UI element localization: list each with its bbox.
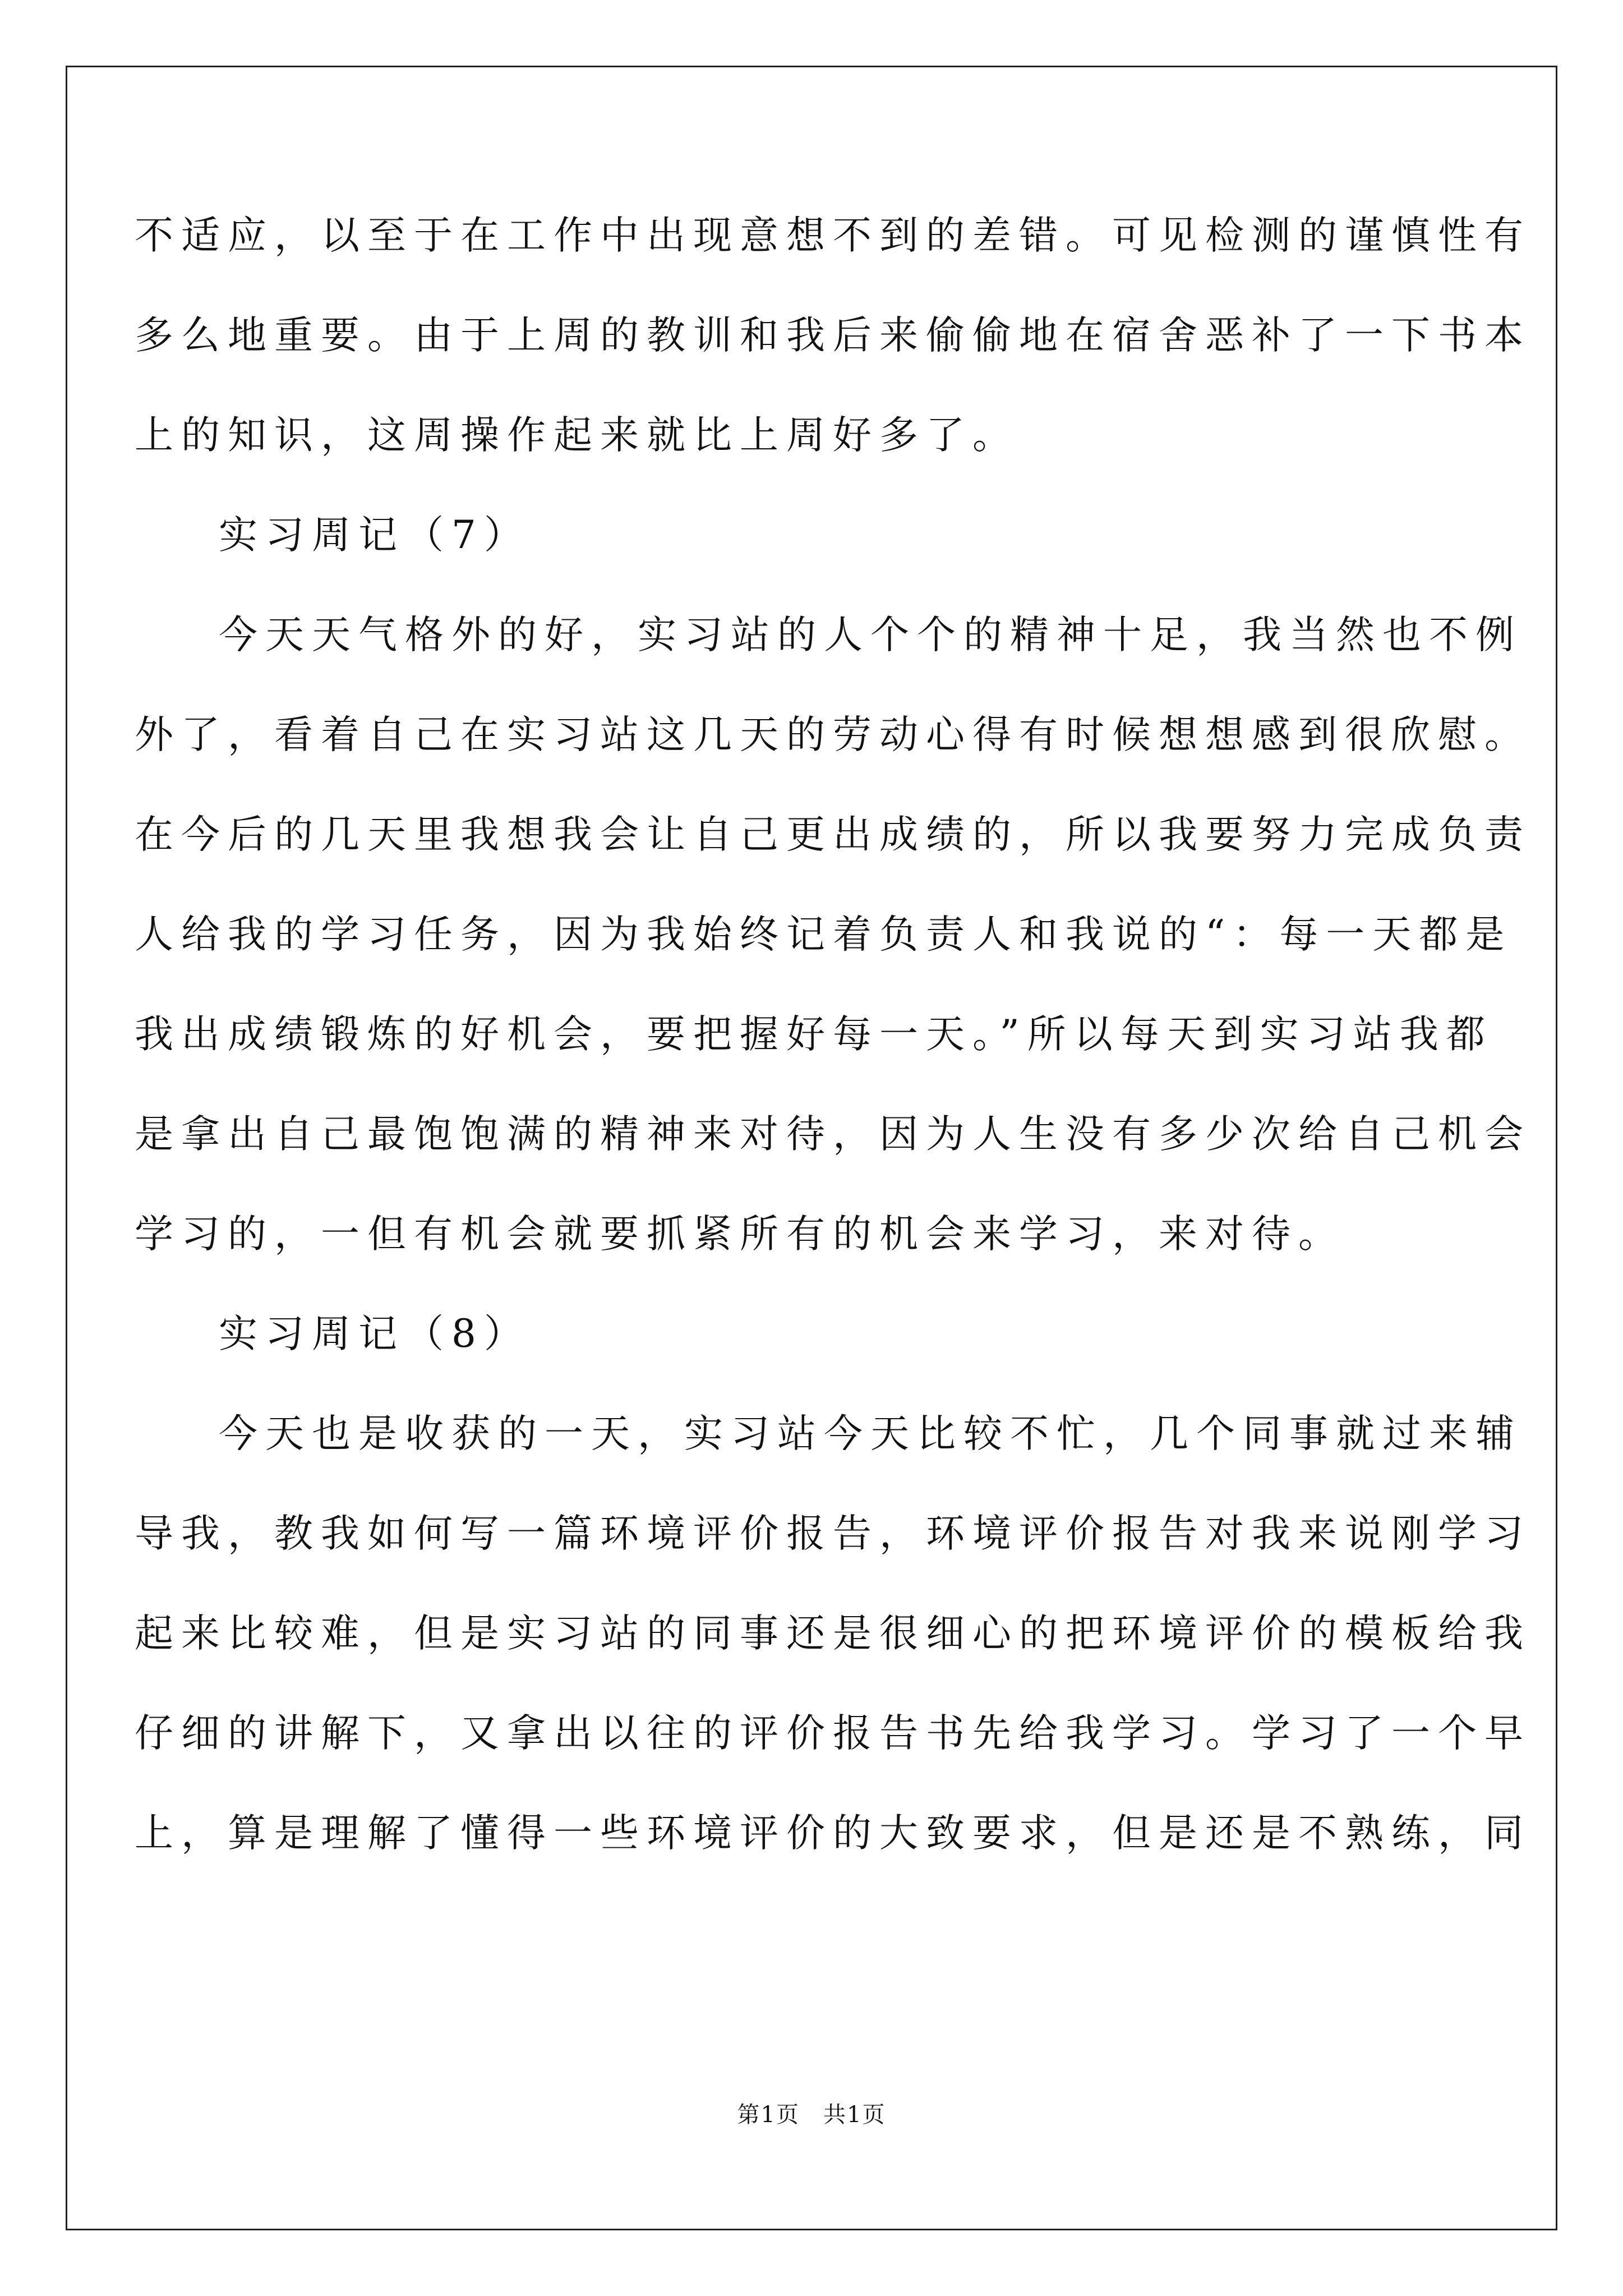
text-line: 起来比较难，但是实习站的同事还是很细心的把环境评价的模板给我 [135, 1611, 1531, 1656]
text-line: 仔细的讲解下，又拿出以往的评价报告书先给我学习。学习了一个早 [135, 1711, 1531, 1756]
text-line: 导我，教我如何写一篇环境评价报告，环境评价报告对我来说刚学习 [135, 1511, 1531, 1556]
text-line: 人给我的学习任务，因为我始终记着负责人和我说的“：每一天都是 [135, 912, 1513, 957]
paragraph-start-line: 今天也是收获的一天，实习站今天比较不忙，几个同事就过来辅 [219, 1411, 1522, 1456]
page-footer: 第1页 共1页 [737, 2102, 886, 2128]
text-line: 外了，看着自己在实习站这几天的劳动心得有时候想想感到很欣慰。 [135, 712, 1531, 757]
text-line: 我出成绩锻炼的好机会，要把握好每一天。”所以每天到实习站我都 [135, 1012, 1493, 1057]
text-line: 不适应，以至于在工作中出现意想不到的差错。可见检测的谨慎性有 [135, 213, 1531, 258]
text-line: 上，算是理解了懂得一些环境评价的大致要求，但是还是不熟练，同 [135, 1811, 1531, 1856]
paragraph-start-line: 今天天气格外的好，实习站的人个个的精神十足，我当然也不例 [219, 613, 1522, 657]
section-heading-week-8: 实习周记（8） [219, 1312, 531, 1356]
text-line: 是拿出自己最饱饱满的精神来对待，因为人生没有多少次给自己机会 [135, 1112, 1531, 1157]
document-body [135, 208, 1531, 1905]
section-heading-week-7: 实习周记（7） [219, 513, 531, 558]
text-line: 在今后的几天里我想我会让自己更出成绩的，所以我要努力完成负责 [135, 812, 1531, 857]
text-line: 多么地重要。由于上周的教训和我后来偷偷地在宿舍恶补了一下书本 [135, 313, 1531, 358]
text-line: 上的知识，这周操作起来就比上周好多了。 [135, 413, 1019, 458]
text-line: 学习的，一但有机会就要抓紧所有的机会来学习，来对待。 [135, 1212, 1345, 1257]
